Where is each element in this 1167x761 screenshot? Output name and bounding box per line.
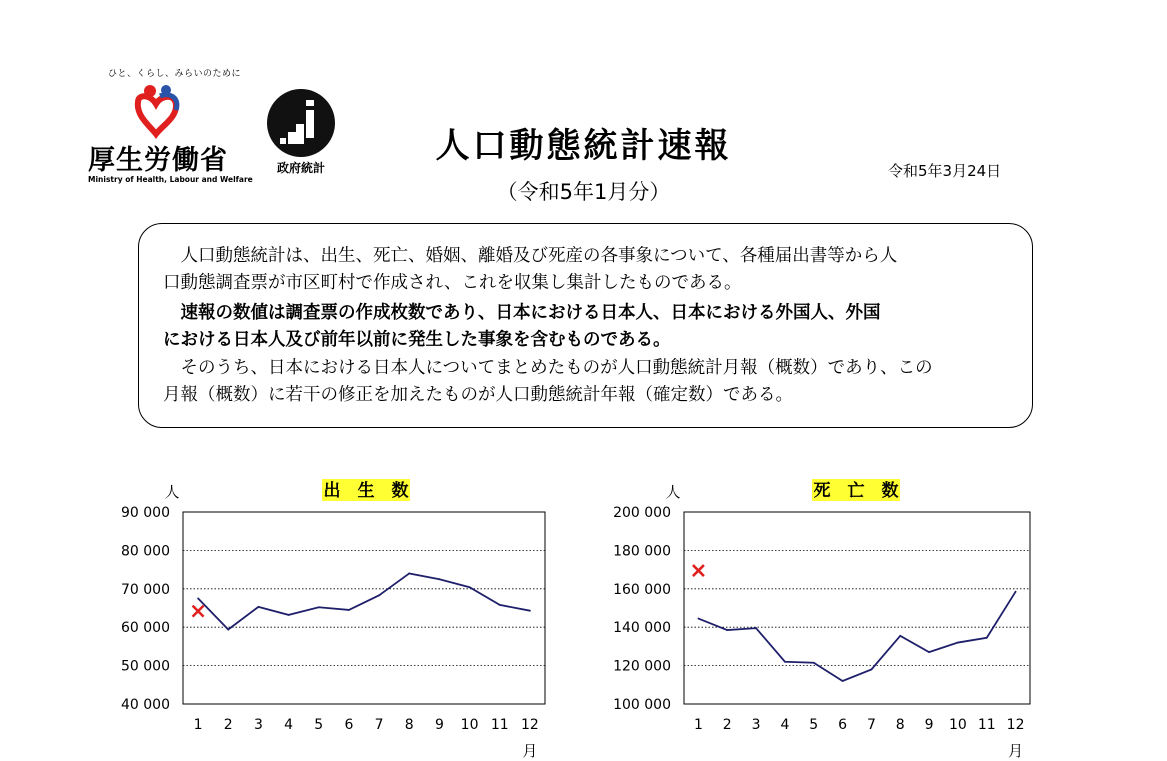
data-point (871, 669, 873, 671)
chart-title: 出 生 数 (323, 481, 409, 501)
x-tick-label: 7 (866, 717, 876, 733)
x-tick-label: 4 (780, 717, 790, 733)
y-axis-unit: 人 (665, 483, 681, 501)
data-point (698, 618, 700, 620)
x-tick-label: 6 (344, 717, 354, 733)
x-tick-label: 10 (949, 717, 967, 733)
x-tick-label: 8 (895, 717, 905, 733)
series-line (698, 592, 1015, 681)
ministry-tagline: ひと、くらし、みらいのために (108, 69, 242, 79)
data-point (842, 680, 844, 682)
chart-title: 死 亡 数 (813, 481, 899, 501)
y-tick-label: 60 000 (121, 620, 170, 637)
x-tick-label: 11 (977, 717, 996, 733)
x-tick-label: 11 (490, 717, 509, 733)
x-tick-label: 3 (751, 717, 761, 733)
x-tick-label: 2 (722, 717, 732, 733)
y-tick-label: 40 000 (121, 697, 170, 713)
y-tick-label: 180 000 (613, 543, 671, 560)
x-tick-label: 2 (223, 717, 233, 733)
publish-date: 令和5年3月24日 (888, 162, 1002, 180)
data-point (986, 637, 988, 639)
info-paragraph-1-line-1: 人口動態統計は、出生、死亡、婚姻、離婚及び死産の各事象について、各種届出書等から人 (180, 246, 898, 266)
data-point (726, 629, 728, 631)
page-subtitle: （令和5年1月分） (496, 180, 671, 204)
x-tick-label: 8 (404, 717, 414, 733)
data-point (784, 661, 786, 663)
data-point (928, 651, 930, 653)
x-tick-label: 9 (924, 717, 934, 733)
x-axis-unit: 月 (1008, 742, 1024, 760)
y-tick-label: 90 000 (121, 505, 170, 521)
info-paragraph-3-line-2: 月報（概数）に若干の修正を加えたものが人口動態統計年報（確定数）である。 (163, 385, 793, 405)
data-point (813, 662, 815, 664)
y-tick-label: 200 000 (613, 505, 671, 521)
x-tick-label: 3 (253, 717, 263, 733)
x-tick-label: 7 (374, 717, 384, 733)
x-tick-label: 6 (838, 717, 848, 733)
x-tick-label: 9 (434, 717, 444, 733)
info-paragraph-1-line-2: 口動態調査票が市区町村で作成され、これを収集し集計したものである。 (163, 273, 742, 293)
ministry-name-en: Ministry of Health, Labour and Welfare (88, 175, 253, 184)
y-tick-label: 140 000 (613, 620, 671, 637)
x-tick-label: 5 (314, 717, 324, 733)
x-tick-label: 10 (460, 717, 479, 733)
y-tick-label: 100 000 (613, 697, 671, 713)
gov-stats-label: 政府統計 (276, 161, 325, 175)
x-tick-label: 1 (193, 717, 203, 733)
data-point (755, 627, 757, 629)
x-tick-label: 1 (693, 717, 703, 733)
info-paragraph-2-line-2: における日本人及び前年以前に発生した事象を含むものである。 (163, 330, 671, 350)
current-month-marker (693, 565, 704, 576)
x-tick-label: 12 (1006, 717, 1025, 733)
x-tick-label: 4 (284, 717, 294, 733)
y-tick-label: 80 000 (121, 543, 170, 560)
ministry-name: 厚生労働省 (88, 145, 228, 176)
x-axis-unit: 月 (522, 742, 538, 760)
y-tick-label: 50 000 (121, 658, 170, 675)
page-title: 人口動態統計速報 (435, 126, 732, 166)
y-tick-label: 120 000 (613, 658, 671, 675)
data-point (957, 642, 959, 644)
data-point (899, 635, 901, 637)
info-paragraph-3-line-1: そのうち、日本における日本人についてまとめたものが人口動態統計月報（概数）であり、この (180, 358, 933, 378)
y-tick-label: 160 000 (613, 581, 671, 598)
x-tick-label: 5 (809, 717, 819, 733)
y-axis-unit: 人 (164, 483, 180, 501)
info-paragraph-2-line-1: 速報の数値は調査票の作成枚数であり、日本における日本人、日本における外国人、外国 (180, 303, 881, 323)
x-tick-label: 12 (521, 717, 539, 733)
y-tick-label: 70 000 (121, 581, 170, 598)
data-point (1015, 591, 1017, 593)
